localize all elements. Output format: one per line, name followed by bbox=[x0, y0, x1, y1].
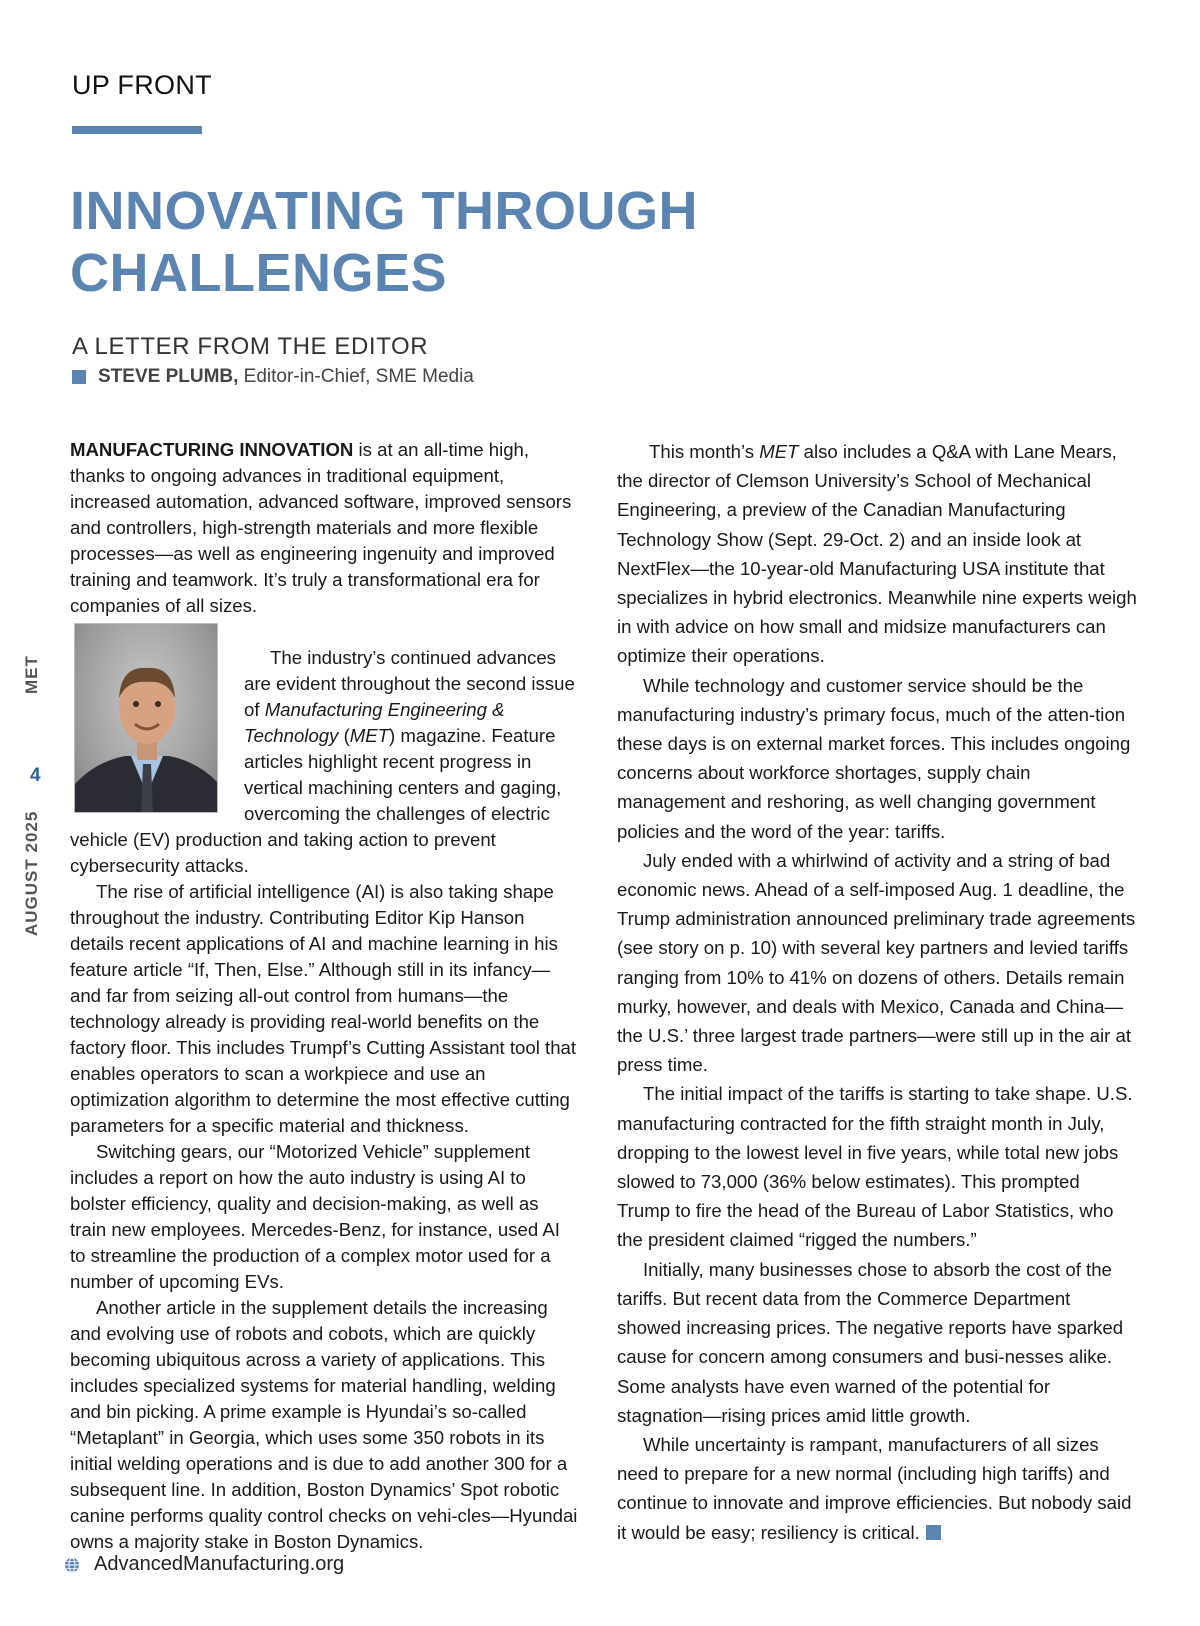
page-sidebar bbox=[22, 655, 52, 990]
author-name: STEVE PLUMB, bbox=[98, 366, 239, 387]
byline bbox=[72, 366, 474, 388]
sidebar-magazine: MET bbox=[22, 655, 41, 694]
paragraph: Another article in the supplement details the increasing and evolving use of robots and cobots, which are quickly becoming ubiquitous across a variety of applications. This includes specialized systems for material handling, welding and bin picking. A prime example is Hyundai’s so-called “Metaplant” in Georgia, which uses some 350 robots in its initial welding operations and is due to add another 300 for a subsequent line. In addition, Boston Dynamics’ Spot robotic canine performs quality control checks on vehi-cles—Hyundai owns a majority stake in Boston Dynamics. bbox=[70, 1297, 578, 1552]
headline-line-2: CHALLENGES bbox=[70, 243, 448, 303]
end-mark-icon bbox=[926, 1525, 941, 1540]
p2-paren: ( bbox=[338, 725, 350, 746]
headline-line-1: INNOVATING THROUGH bbox=[70, 181, 698, 241]
right-column bbox=[617, 437, 1137, 1547]
paragraph: Initially, many businesses chose to absorb the cost of the tariffs. But recent data from the Commerce Department showed increasing prices. The negative reports have sparked cause for concern among consumers and busi-nesses alike. Some analysts have even warned of the potential for stagnation—rising prices amid little growth. bbox=[617, 1258, 1124, 1426]
paragraph: While technology and customer service should be the manufacturing industry’s primary focus, much of the atten-tion these days is on external market forces. This includes ongoing concerns about workforce shortages, supply chain management and reshoring, as well changing government policies and the word of the year: tariffs. bbox=[617, 674, 1131, 842]
sidebar-issue-date: AUGUST 2025 bbox=[22, 810, 41, 936]
paragraph bbox=[70, 437, 578, 619]
section-label: UP FRONT bbox=[72, 70, 212, 100]
magazine-abbrev: MET bbox=[759, 441, 799, 462]
p2-text: The industry’s continued advances are evident throughout the second issue of bbox=[244, 647, 575, 720]
paragraph: The rise of artificial intelligence (AI) is also taking shape throughout the industry. Contributing Editor Kip Hanson details recent applications of AI and machine learning in his feature article “If, Then, Else.” Although still in its infancy—and far from seizing all-out control from humans—the technology already is providing real-world benefits on the factory floor. This includes Trumpf’s Cutting Assistant tool that enables operators to scan a workpiece and use an optimization algorithm to determine the most effective cutting parameters for a specific material and thickness. bbox=[70, 881, 577, 1136]
p2-text-end: ) magazine. Feature articles highlight recent progress in vertical machining centers and gaging, overcoming the challenges of electric vehicle (EV) production and taking action to prevent cybersecurity attacks. bbox=[70, 725, 562, 876]
footer bbox=[64, 1553, 344, 1576]
section-rule bbox=[72, 126, 202, 134]
r-p6-text: While uncertainty is rampant, manufacturers of all sizes need to prepare for a new normal (including high tariffs) and continue to innovate and improve efficiencies. But nobody said it would be easy; resiliency is critical. bbox=[617, 1433, 1132, 1543]
paragraph bbox=[617, 1430, 1137, 1547]
r-p1-text-end: also includes a Q&A with Lane Mears, the director of Clemson University’s School of Mechanical Engineering, a preview of the Canadian Manufacturing Technology Show (Sept. 29-Oct. 2) and an inside look at NextFlex—the 10-year-old Manufacturing USA institute that specializes in hybrid electronics. Meanwhile nine experts weigh in with advice on how small and midsize manufacturers can optimize their operations. bbox=[617, 441, 1137, 667]
left-column bbox=[70, 437, 578, 1555]
headline bbox=[70, 180, 698, 304]
author-title: Editor-in-Chief, SME Media bbox=[238, 366, 474, 387]
magazine-abbrev: MET bbox=[349, 725, 390, 746]
page-number: 4 bbox=[30, 765, 41, 786]
paragraph: July ended with a whirlwind of activity and a string of bad economic news. Ahead of a self-imposed Aug. 1 deadline, the Trump administration announced preliminary trade agreements (see story on p. 10) with several key partners and levied tariffs ranging from 10% to 41% on dozens of others. Details remain murky, however, and deals with Mexico, Canada and China—the U.S.’ three largest trade partners—were still up in the air at press time. bbox=[617, 849, 1136, 1076]
globe-icon bbox=[64, 1557, 80, 1573]
editor-portrait-image bbox=[75, 624, 218, 813]
paragraph bbox=[617, 437, 1137, 671]
lead-in: MANUFACTURING INNOVATION bbox=[70, 439, 354, 460]
paragraph: The initial impact of the tariffs is starting to take shape. U.S. manufacturing contracted for the fifth straight month in July, dropping to the lowest level in five years, while total new jobs slowed to 73,000 (36% below estimates). This prompted Trump to fire the head of the Bureau of Labor Statistics, who the president claimed “rigged the numbers.” bbox=[617, 1083, 1133, 1251]
magazine-title: Manufacturing Engineering & Technology bbox=[244, 699, 505, 746]
paragraph: Switching gears, our “Motorized Vehicle” supplement includes a report on how the auto industry is using AI to bolster efficiency, quality and decision-making, as well as train new employees. Mercedes-Benz, for instance, used AI to streamline the production of a complex motor used for a number of upcoming EVs. bbox=[70, 1141, 560, 1292]
r-p1-text: This month’s bbox=[649, 441, 760, 462]
website-link[interactable]: AdvancedManufacturing.org bbox=[94, 1553, 345, 1575]
p1-text: is at an all-time high, thanks to ongoing advances in traditional equipment, increased automation, advanced software, improved sensors and controllers, high-strength materials and more flexible processes—as well as engineering ingenuity and improved training and teamwork. It’s truly a transformational era for companies of all sizes. bbox=[70, 439, 572, 616]
subhead: A LETTER FROM THE EDITOR bbox=[72, 333, 429, 360]
editor-photo bbox=[74, 623, 218, 813]
byline-square-icon bbox=[72, 370, 86, 384]
